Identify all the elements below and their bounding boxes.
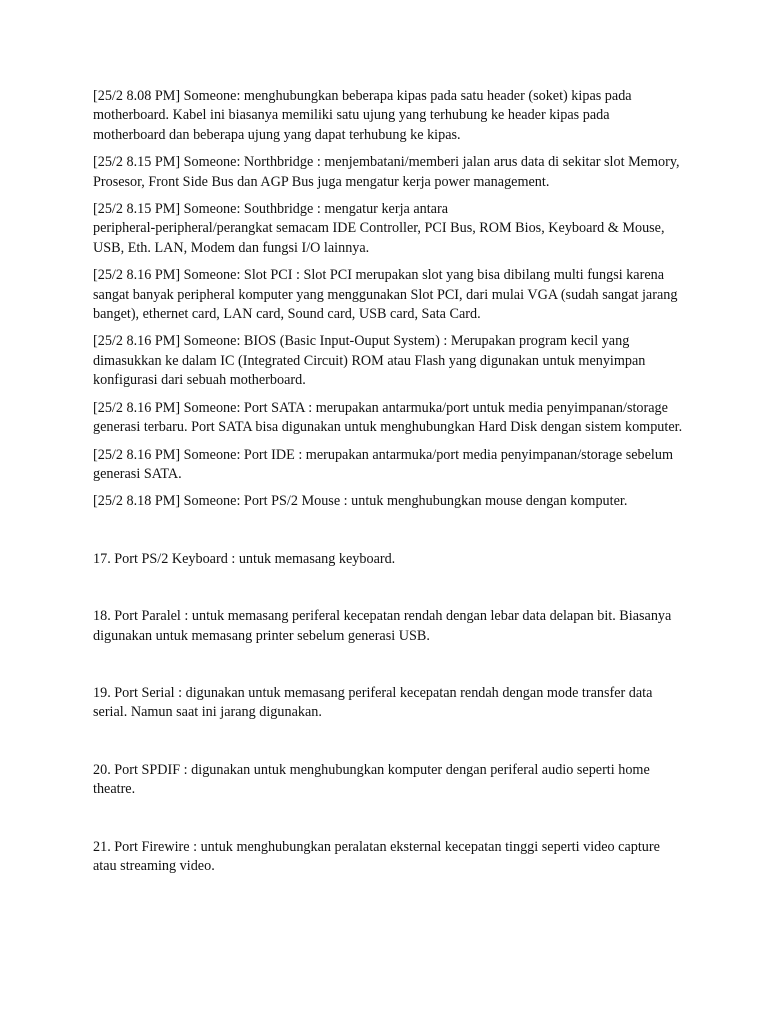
numbered-item: 19. Port Serial : digunakan untuk memasang periferal kecepatan rendah dengan mode transfer data serial. Namun saat ini jarang digunakan. (93, 684, 656, 721)
chat-message: [25/2 8.16 PM] Someone: Slot PCI : Slot PCI merupakan slot yang bisa dibilang multi fungsi karena sangat banyak peripheral komputer yang menggunakan Slot PCI, dari mulai VGA (sudah sangat jarang banget), ethernet card, LAN card, Sound card, USB card, Sata Card. (93, 267, 681, 323)
chat-message: [25/2 8.18 PM] Someone: Port PS/2 Mouse : untuk menghubungkan mouse dengan komputer. (93, 493, 628, 510)
document-body (93, 87, 683, 876)
numbered-item: 17. Port PS/2 Keyboard : untuk memasang keyboard. (93, 550, 396, 567)
chat-message: [25/2 8.08 PM] Someone: menghubungkan beberapa kipas pada satu header (soket) kipas pada motherboard. Kabel ini biasanya memiliki satu ujung yang terhubung ke header kipas pada motherboard dan beberapa ujung yang dapat terhubung ke kipas. (93, 88, 636, 143)
paragraph-gap (93, 512, 683, 550)
paragraph-gap (93, 800, 683, 838)
numbered-item: 18. Port Paralel : untuk memasang periferal kecepatan rendah dengan lebar data delapan bit. Biasanya digunakan untuk memasang printer sebelum generasi USB. (93, 608, 682, 644)
chat-message: [25/2 8.16 PM] Someone: Port SATA : merupakan antarmuka/port untuk media penyimpanan/storage generasi terbaru. Port SATA bisa digunakan untuk menghubungkan Hard Disk dengan sistem komputer. (93, 399, 683, 436)
chat-message: [25/2 8.15 PM] Someone: Southbridge : mengatur kerja antara peripheral-peripheral/perangkat semacam IDE Controller, PCI Bus, ROM Bios, Keyboard & Mouse, USB, Eth. LAN, Modem dan fungsi I/O lainnya. (93, 201, 665, 256)
numbered-item: 21. Port Firewire : untuk menghubungkan peralatan eksternal kecepatan tinggi seperti video capture atau streaming video. (93, 838, 664, 874)
numbered-item: 20. Port SPDIF : digunakan untuk menghubungkan komputer dengan periferal audio seperti home theatre. (93, 761, 654, 798)
paragraph-gap (93, 569, 683, 607)
chat-message: [25/2 8.16 PM] Someone: Port IDE : merupakan antarmuka/port media penyimpanan/storage sebelum generasi SATA. (93, 446, 677, 482)
paragraph-gap (93, 723, 683, 761)
chat-message: [25/2 8.15 PM] Someone: Northbridge : menjembatani/memberi jalan arus data di sekitar slot Memory, Prosesor, Front Side Bus dan AGP Bus juga mengatur kerja power management. (93, 154, 684, 190)
chat-message: [25/2 8.16 PM] Someone: BIOS (Basic Input-Ouput System) : Merupakan program kecil yang dimasukkan ke dalam IC (Integrated Circuit) ROM atau Flash yang digunakan untuk menyimpan konfigurasi dari sebuah motherboard. (93, 333, 649, 389)
paragraph-gap (93, 646, 683, 684)
